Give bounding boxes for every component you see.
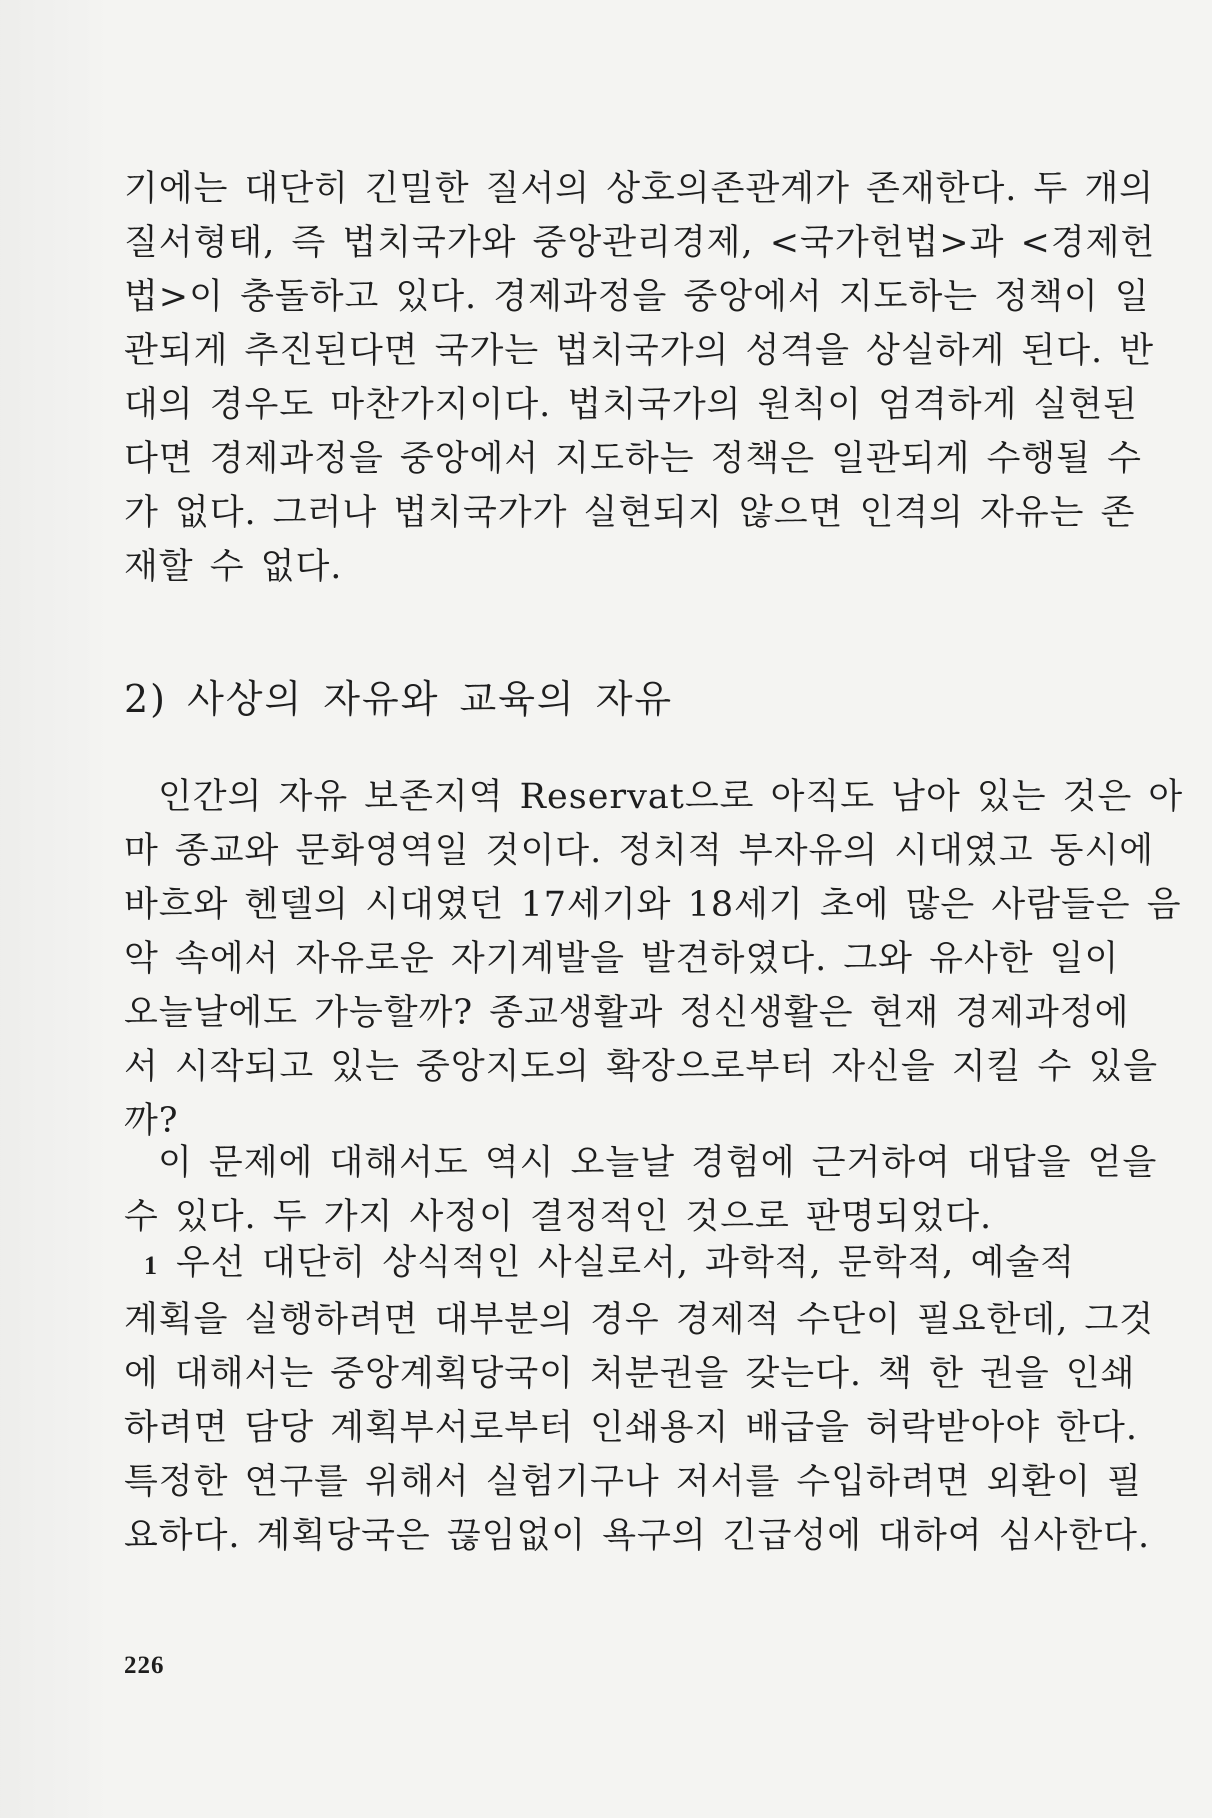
text-line: 하려면 담당 계획부서로부터 인쇄용지 배급을 허락받아야 한다.: [124, 1408, 1138, 1448]
text-line: 대의 경우도 마찬가지이다. 법치국가의 원칙이 엄격하게 실현된: [124, 385, 1138, 425]
text-line: 특정한 연구를 위해서 실험기구나 저서를 수입하려면 외환이 필: [124, 1462, 1142, 1502]
text-line: 요하다. 계획당국은 끊임없이 욕구의 긴급성에 대하여 심사한다.: [124, 1516, 1151, 1556]
text-line: 이 문제에 대해서도 역시 오늘날 경험에 근거하여 대답을 얻을: [158, 1143, 1158, 1183]
text-line: 가 없다. 그러나 법치국가가 실현되지 않으면 인격의 자유는 존: [124, 493, 1136, 533]
text-line: 마 종교와 문화영역일 것이다. 정치적 부자유의 시대였고 동시에: [124, 831, 1155, 871]
text-line: 재할 수 없다.: [124, 547, 343, 587]
text-line: 바흐와 헨델의 시대였던 17세기와 18세기 초에 많은 사람들은 음: [124, 885, 1182, 925]
text-line: 질서형태, 즉 법치국가와 중앙관리경제, <국가헌법>과 <경제헌: [124, 223, 1156, 263]
text-line: 수 있다. 두 가지 사정이 결정적인 것으로 판명되었다.: [124, 1197, 993, 1237]
text-line: 법>이 충돌하고 있다. 경제과정을 중앙에서 지도하는 정책이 일: [124, 277, 1150, 317]
text-line: 인간의 자유 보존지역 Reservat으로 아직도 남아 있는 것은 아: [158, 777, 1184, 817]
page-number: 226: [124, 1652, 165, 1679]
section-heading: 2) 사상의 자유와 교육의 자유: [124, 677, 674, 721]
text-line: 우선 대단히 상식적인 사실로서, 과학적, 문학적, 예술적: [176, 1243, 1075, 1283]
paragraph-answer-from-experience: [124, 1136, 1158, 1244]
text-line: 기에는 대단히 긴밀한 질서의 상호의존관계가 존재한다. 두 개의: [124, 169, 1155, 209]
text-line: 악 속에서 자유로운 자기계발을 발견하였다. 그와 유사한 일이: [124, 939, 1120, 979]
paragraph-religion-culture: [124, 770, 1184, 1148]
text-line: 서 시작되고 있는 중앙지도의 확장으로부터 자신을 지킬 수 있을: [124, 1047, 1159, 1087]
text-line-with-marker: [124, 1236, 1075, 1293]
enumeration-marker: 1: [144, 1251, 158, 1280]
text-line: 까?: [124, 1101, 179, 1141]
paragraph-order-interdependence: [124, 162, 1156, 594]
text-line: 에 대해서는 중앙계획당국이 처분권을 갖는다. 책 한 권을 인쇄: [124, 1354, 1136, 1394]
paragraph-first-circumstance: [124, 1236, 1155, 1563]
text-line: 다면 경제과정을 중앙에서 지도하는 정책은 일관되게 수행될 수: [124, 439, 1142, 479]
text-line: 계획을 실행하려면 대부분의 경우 경제적 수단이 필요한데, 그것: [124, 1300, 1155, 1340]
text-line: 관되게 추진된다면 국가는 법치국가의 성격을 상실하게 된다. 반: [124, 331, 1155, 371]
text-line: 오늘날에도 가능할까? 종교생활과 정신생활은 현재 경제과정에: [124, 993, 1130, 1033]
